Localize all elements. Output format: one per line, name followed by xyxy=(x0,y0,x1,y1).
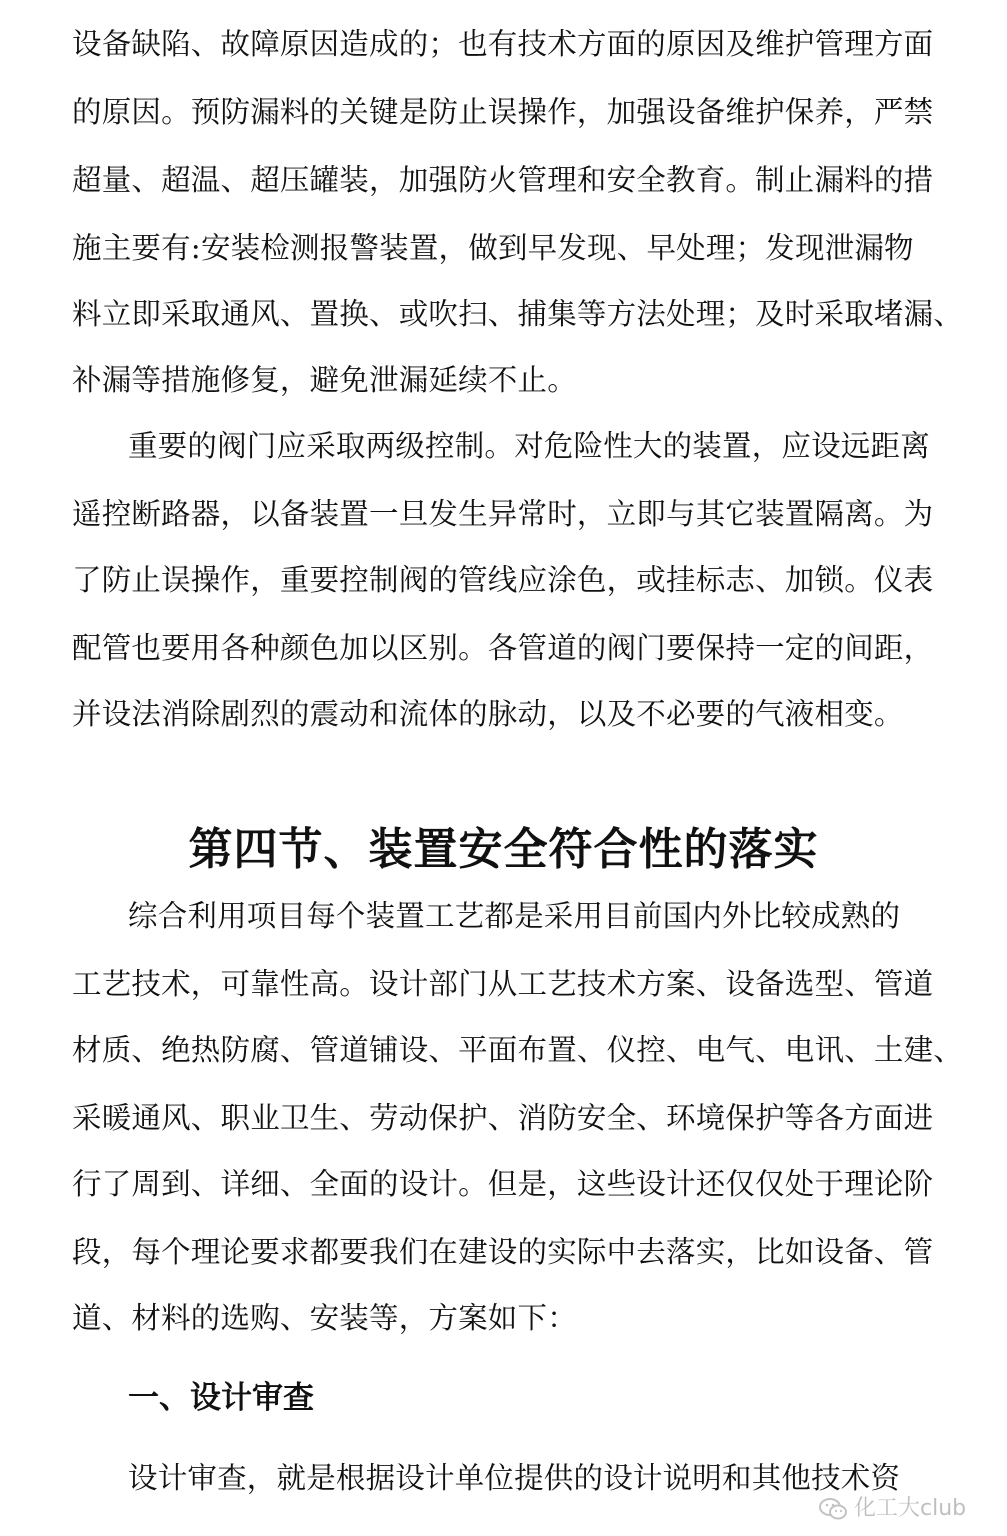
paragraph-line: 遥控断路器，以备装置一旦发生异常时，立即与其它装置隔离。为 xyxy=(72,497,934,531)
watermark-text: 化工大club xyxy=(854,1496,967,1521)
paragraph-line: 材质、绝热防腐、管道铺设、平面布置、仪控、电气、电讯、土建、 xyxy=(72,1033,964,1067)
paragraph-line: 的原因。预防漏料的关键是防止误操作，加强设备维护保养，严禁 xyxy=(72,95,934,129)
paragraph-line: 设计审查，就是根据设计单位提供的设计说明和其他技术资 xyxy=(128,1461,901,1495)
paragraph-line: 工艺技术，可靠性高。设计部门从工艺技术方案、设备选型、管道 xyxy=(72,967,934,1001)
paragraph-line: 综合利用项目每个装置工艺都是采用目前国内外比较成熟的 xyxy=(128,899,901,933)
paragraph-line: 补漏等措施修复，避免泄漏延续不止。 xyxy=(72,363,577,397)
paragraph-line: 超量、超温、超压罐装，加强防火管理和安全教育。制止漏料的措 xyxy=(72,163,934,197)
paragraph-line: 采暖通风、职业卫生、劳动保护、消防安全、环境保护等各方面进 xyxy=(72,1101,934,1135)
paragraph-line: 行了周到、详细、全面的设计。但是，这些设计还仅仅处于理论阶 xyxy=(72,1167,934,1201)
paragraph-line: 道、材料的选购、安装等，方案如下： xyxy=(72,1301,577,1335)
paragraph-line: 段，每个理论要求都要我们在建设的实际中去落实，比如设备、管 xyxy=(72,1235,934,1269)
paragraph-line: 设备缺陷、故障原因造成的；也有技术方面的原因及维护管理方面 xyxy=(72,27,934,61)
paragraph-line: 并设法消除剧烈的震动和流体的脉动，以及不必要的气液相变。 xyxy=(72,697,904,731)
paragraph-line: 料立即采取通风、置换、或吹扫、捕集等方法处理；及时采取堵漏、 xyxy=(72,297,964,331)
wechat-icon xyxy=(818,1497,848,1521)
paragraph-line: 重要的阀门应采取两级控制。对危险性大的装置，应设远距离 xyxy=(128,429,930,463)
section-title: 第四节、装置安全符合性的落实 xyxy=(188,824,819,875)
subheading: 一、设计审查 xyxy=(128,1380,314,1416)
paragraph-line: 施主要有:安装检测报警装置，做到早发现、早处理；发现泄漏物 xyxy=(72,231,914,265)
paragraph-line: 配管也要用各种颜色加以区别。各管道的阀门要保持一定的间距， xyxy=(72,631,934,665)
watermark xyxy=(818,1495,966,1523)
paragraph-line: 了防止误操作，重要控制阀的管线应涂色，或挂标志、加锁。仪表 xyxy=(72,563,934,597)
